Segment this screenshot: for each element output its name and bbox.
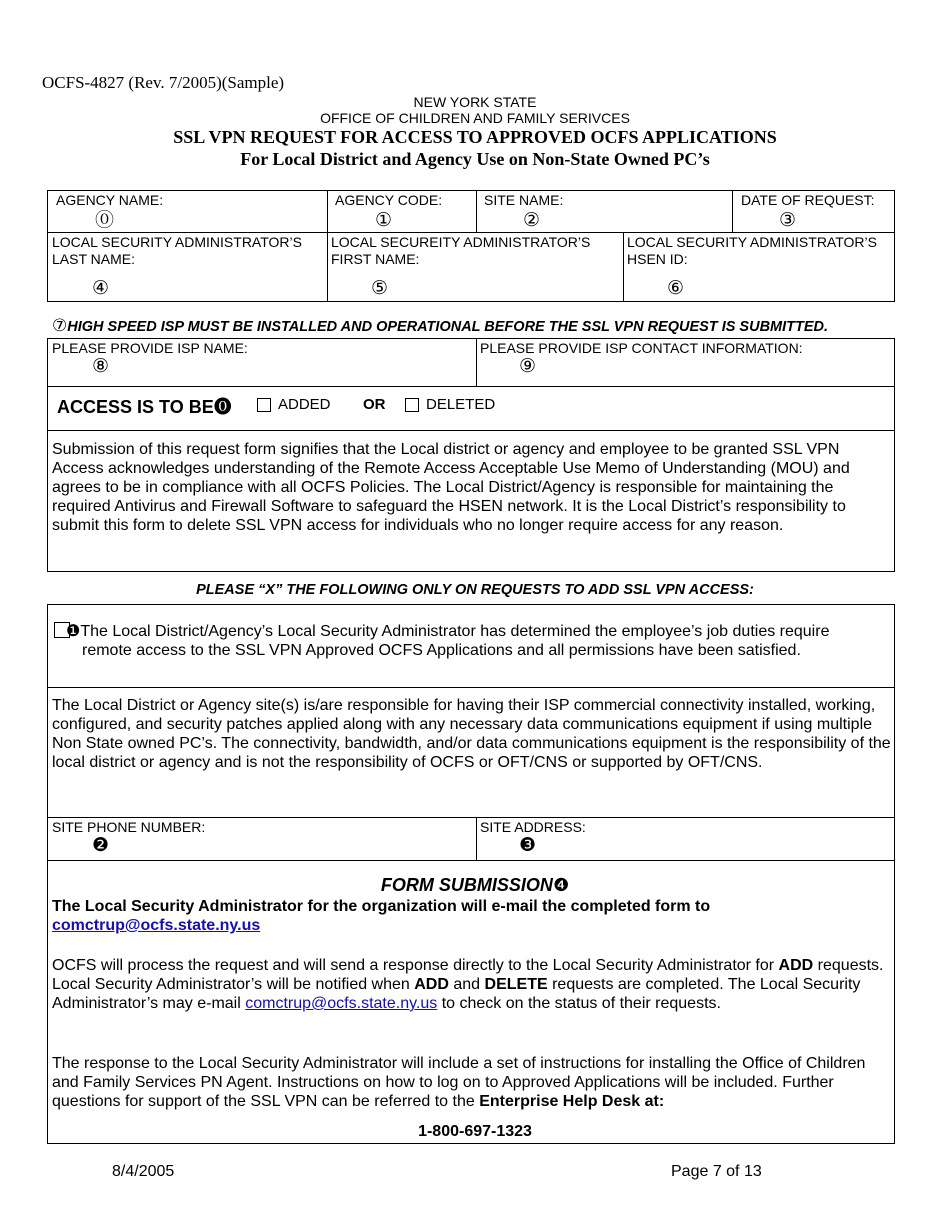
processing-text-4: requests are completed. The Local Security Administrator’s may e-mail <box>52 976 861 1012</box>
agency-code-label: AGENCY CODE: <box>335 192 443 208</box>
processing-text-3: and <box>448 976 485 993</box>
lsa-first-name-label: LOCAL SECUREITY ADMINISTRATOR’S FIRST NAME: <box>331 234 591 267</box>
deleted-label: DELETED <box>426 396 496 413</box>
header-office: OFFICE OF CHILDREN AND FAMILY SERIVCES <box>320 110 630 126</box>
added-label: ADDED <box>278 396 331 413</box>
add-instructions: PLEASE “X” THE FOLLOWING ONLY ON REQUESTS TO ADD SSL VPN ACCESS: <box>196 582 754 598</box>
isp-notice-marker: ⑦ <box>52 316 68 336</box>
site-phone-marker: ❷ <box>92 834 110 856</box>
lsa-hsen-id-marker: ⑥ <box>667 277 685 299</box>
agency-name-marker: ⓪ <box>95 209 115 231</box>
access-label-text: ACCESS IS TO BE <box>57 397 214 417</box>
footer-date: 8/4/2005 <box>112 1163 175 1180</box>
help-desk-phone: 1-800-697-1323 <box>418 1123 532 1140</box>
date-of-request-marker: ③ <box>779 209 797 231</box>
site-phone-label: SITE PHONE NUMBER: <box>52 819 206 835</box>
lsa-hsen-id-label: LOCAL SECURITY ADMINISTRATOR’S HSEN ID: <box>627 234 877 267</box>
lsa-last-name-label: LOCAL SECURITY ADMINISTRATOR’S LAST NAME: <box>52 234 302 267</box>
form-submission-marker: ❹ <box>552 875 570 896</box>
agency-code-marker: ① <box>375 209 393 231</box>
lsa-determination-text: The Local District/Agency’s Local Security Administrator has determined the employee’s job duties require remote access to the SSL VPN Approved OCFS Applications and all permissions have been satisfied. <box>80 623 830 659</box>
submission-email-wrap <box>52 916 260 935</box>
site-address-label: SITE ADDRESS: <box>480 819 586 835</box>
response-paragraph <box>52 1054 894 1111</box>
footer-page-number: Page 7 of 13 <box>671 1163 762 1180</box>
lsa-determination-marker: ❶ <box>66 621 81 640</box>
form-id: OCFS-4827 (Rev. 7/2005)(Sample) <box>42 73 285 92</box>
lsa-last-name-marker: ④ <box>92 277 110 299</box>
response-text: The response to the Local Security Administrator will include a set of instructions for installing the Office of Children and Family Services PN Agent. Instructions on how to log on to Approved Applications will be included. Further questions for support of the SSL VPN can be referred to the <box>52 1055 866 1110</box>
header-state: NEW YORK STATE <box>413 94 537 110</box>
processing-delete: DELETE <box>484 976 548 993</box>
access-label <box>57 396 232 419</box>
agreement-paragraph: Submission of this request form signifies that the Local district or agency and employee to be granted SSL VPN Access acknowledges understanding of the Remote Access Acceptable Use Memo of Understanding (MOU) and agrees to be in compliance with all OCFS Policies. The Local District/Agency is responsible for maintaining the required Antivirus and Firewall Software to safeguard the HSEN network. It is the Local District’s responsibility to submit this form to delete SSL VPN access for individuals who no longer require access for any reason. <box>52 441 850 534</box>
site-name-label: SITE NAME: <box>484 192 564 208</box>
isp-name-marker: ⑧ <box>92 355 110 377</box>
processing-add-2: ADD <box>414 976 449 993</box>
added-checkbox[interactable] <box>257 398 271 412</box>
isp-name-label: PLEASE PROVIDE ISP NAME: <box>52 340 248 356</box>
site-responsibility-paragraph: The Local District or Agency site(s) is/are responsible for having their ISP commercial connectivity installed, working, configured, and security patches applied along with any necessary data communications equipment if using multiple Non State owned PC’s. The connectivity, bandwidth, and/or data communications equipment is the responsibility of the local district or agency and is not the responsibility of OCFS or OFT/CNS or supported by OFT/CNS. <box>52 697 891 771</box>
site-address-marker: ❸ <box>519 834 537 856</box>
agency-name-label: AGENCY NAME: <box>56 192 164 208</box>
date-of-request-label: DATE OF REQUEST: <box>741 192 875 208</box>
form-subtitle: For Local District and Agency Use on Non-State Owned PC’s <box>240 149 710 169</box>
processing-add-1: ADD <box>778 957 814 974</box>
processing-email-link[interactable]: comctrup@ocfs.state.ny.us <box>245 995 438 1012</box>
form-submission-heading <box>0 874 950 897</box>
help-desk-label: Enterprise Help Desk at: <box>479 1093 665 1110</box>
isp-notice <box>52 316 828 337</box>
processing-text-5: to check on the status of their requests. <box>437 995 721 1012</box>
or-label: OR <box>363 396 386 413</box>
submission-instruction: The Local Security Administrator for the organization will e-mail the completed form to <box>52 898 711 915</box>
deleted-checkbox[interactable] <box>405 398 419 412</box>
isp-contact-marker: ⑨ <box>519 355 537 377</box>
isp-contact-label: PLEASE PROVIDE ISP CONTACT INFORMATION: <box>480 340 803 356</box>
processing-paragraph <box>52 956 894 1013</box>
access-marker: ⓿ <box>213 397 232 418</box>
site-name-marker: ② <box>523 209 541 231</box>
form-submission-heading-text: FORM SUBMISSION <box>380 875 553 895</box>
isp-notice-text: HIGH SPEED ISP MUST BE INSTALLED AND OPERATIONAL BEFORE THE SSL VPN REQUEST IS SUBMITTED. <box>67 319 829 335</box>
lsa-determination <box>66 621 872 660</box>
form-title: SSL VPN REQUEST FOR ACCESS TO APPROVED OCFS APPLICATIONS <box>173 127 777 147</box>
processing-text-1: OCFS will process the request and will send a response directly to the Local Security Administrator for <box>52 957 779 974</box>
submission-email-link[interactable]: comctrup@ocfs.state.ny.us <box>52 917 261 934</box>
processing-text-2: requests. Local Security Administrator’s will be notified when <box>52 957 884 993</box>
lsa-first-name-marker: ⑤ <box>371 277 389 299</box>
